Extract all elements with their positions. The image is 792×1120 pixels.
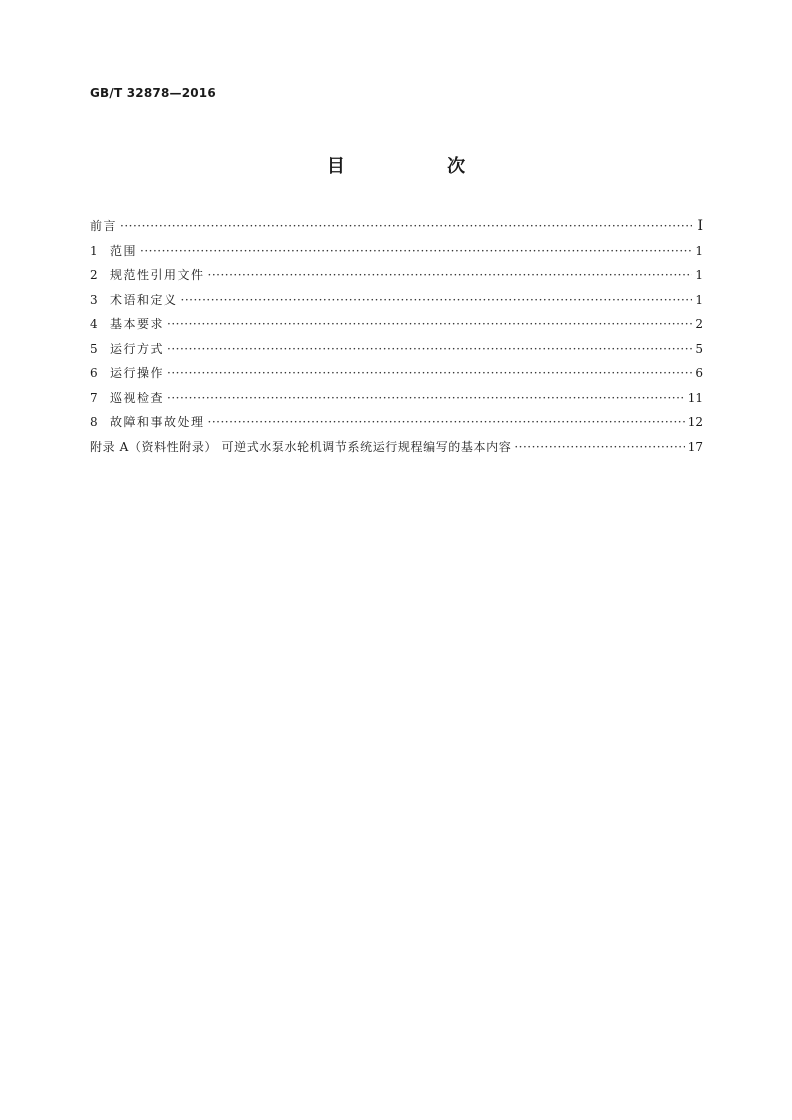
- toc-entry-title: 基本要求: [110, 317, 165, 331]
- toc-entry-operating-modes[interactable]: [90, 340, 703, 365]
- toc-leader: [167, 342, 692, 356]
- toc-entry-annex-a[interactable]: [90, 438, 703, 463]
- toc-entry-fault-handling[interactable]: [90, 413, 703, 438]
- toc-entry-title: 运行操作: [110, 366, 165, 380]
- toc-entry-page: 5: [695, 341, 703, 356]
- toc-entry-number: 7: [90, 390, 98, 405]
- toc-title: 目 次: [326, 156, 514, 177]
- toc-entry-title: 术语和定义: [110, 292, 178, 307]
- toc-leader: [167, 317, 692, 331]
- toc-entry-page: 1: [695, 243, 703, 258]
- toc-leader: [208, 415, 685, 429]
- toc-entry-page: 2: [695, 317, 703, 331]
- toc-entry-scope[interactable]: [90, 242, 703, 267]
- toc-entry-page: 1: [695, 292, 703, 307]
- toc-entry-basic-requirements[interactable]: [90, 315, 703, 340]
- toc-entry-page: 1: [695, 268, 703, 282]
- toc-entry-number: 5: [90, 341, 98, 356]
- toc-entry-number: 8: [90, 415, 98, 429]
- toc-entry-terms[interactable]: [90, 291, 703, 316]
- toc-entry-number: 4: [90, 317, 98, 331]
- toc-entry-page: 12: [687, 415, 703, 429]
- toc-entry-inspection[interactable]: [90, 389, 703, 414]
- toc-entry-title: 附录 A（资料性附录） 可逆式水泵水轮机调节系统运行规程编写的基本内容: [90, 439, 512, 454]
- toc-entry-title: 运行方式: [110, 341, 165, 356]
- toc-entry-page: 11: [687, 390, 703, 405]
- toc-entry-title: 故障和事故处理: [110, 415, 205, 429]
- toc-leader: [514, 440, 684, 454]
- toc-leader: [167, 391, 685, 405]
- toc-leader: [140, 244, 692, 258]
- standard-code: GB/T 32878—2016: [90, 86, 216, 100]
- toc-leader: [208, 268, 692, 282]
- toc-leader: [181, 293, 692, 307]
- toc-entry-normative-references[interactable]: [90, 266, 703, 291]
- toc-entry-page: 17: [687, 439, 703, 454]
- toc-leader: [120, 219, 692, 233]
- toc-entry-operation[interactable]: [90, 364, 703, 389]
- toc-entry-title: 范围: [110, 243, 138, 258]
- toc-entry-number: 6: [90, 366, 98, 380]
- toc-entry-title: 巡视检查: [110, 390, 165, 405]
- toc-leader: [167, 366, 692, 380]
- toc-entry-title: 规范性引用文件: [110, 268, 205, 282]
- toc-entry-title: 前言: [90, 219, 118, 233]
- toc-entry-number: 3: [90, 292, 98, 307]
- toc-entry-page: Ⅰ: [697, 218, 703, 234]
- toc-entry-page: 6: [695, 366, 703, 380]
- table-of-contents: [90, 217, 703, 462]
- toc-entry-foreword[interactable]: [90, 217, 703, 242]
- toc-entry-number: 2: [90, 268, 98, 282]
- toc-entry-number: 1: [90, 243, 98, 258]
